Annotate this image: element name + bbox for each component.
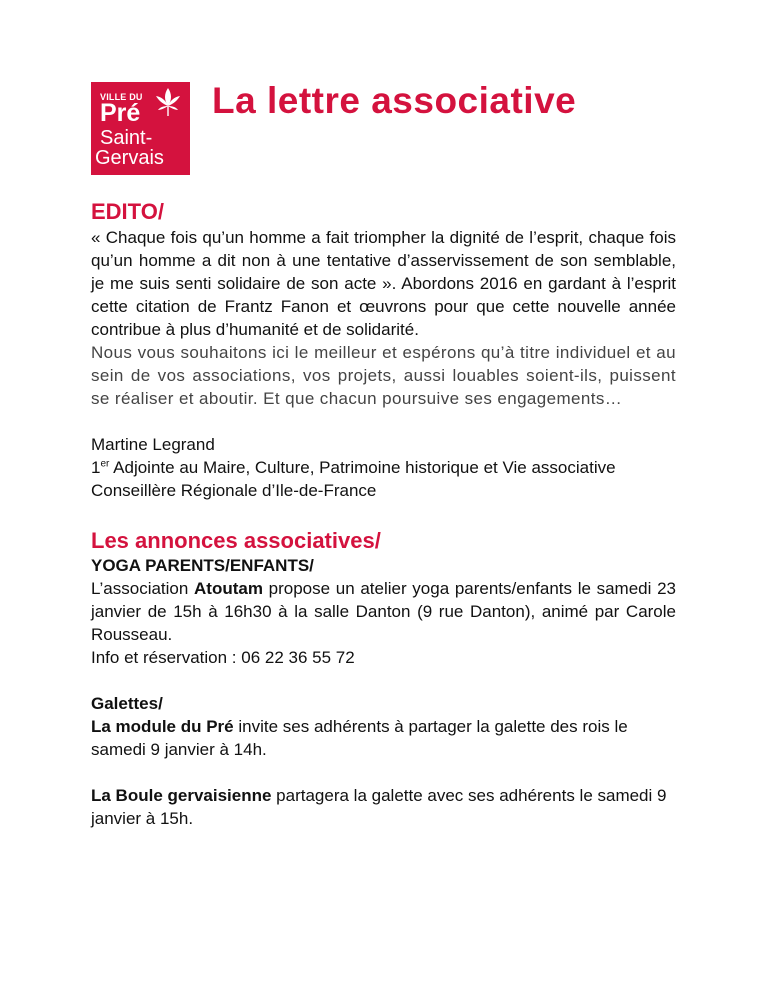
galettes-item-1-organization: La module du Pré: [91, 717, 234, 736]
edito-heading: EDITO/: [91, 199, 164, 224]
yoga-info: Info et réservation : 06 22 36 55 72: [91, 648, 355, 667]
signature-name: Martine Legrand: [91, 435, 215, 454]
edito-paragraph-1: « Chaque fois qu’un homme a fait triompher la dignité de l’esprit, chaque fois qu’un homme a dit non à une tentative d’asservissement de son semblable, je me suis senti solidaire de son acte ». Abordons 2016 en gardant à l’esprit cette citation de Frantz Fanon et œuvrons pour que cette nouvelle année contribue à plus d’humanité et de solidarité.: [91, 228, 676, 339]
yoga-organization: Atoutam: [194, 579, 263, 598]
logo-line-2: Pré: [100, 99, 141, 127]
yoga-heading: YOGA PARENTS/ENFANTS/: [91, 556, 314, 575]
leaf-icon: [151, 86, 185, 120]
spacer: [91, 669, 676, 692]
signature-role-2: Conseillère Régionale d’Ile-de-France: [91, 481, 377, 500]
annonces-heading: Les annonces associatives/: [91, 528, 381, 553]
galettes-heading: Galettes/: [91, 694, 163, 713]
signature-role: [91, 456, 676, 479]
signature-role-number: 1: [91, 458, 101, 477]
logo-line-1: VILLE DU: [100, 92, 143, 102]
spacer: [91, 410, 676, 433]
logo-line-4: Gervais: [95, 147, 164, 169]
signature-role-superscript: er: [100, 458, 110, 470]
main-content: [91, 198, 676, 830]
galettes-item-1-text: invite ses adhérents à partager la galette des rois le samedi 9 janvier à 14h.: [91, 717, 628, 759]
galettes-item-2-text: partagera la galette avec ses adhérents le samedi 9 janvier à 15h.: [91, 786, 667, 828]
edito-paragraph-2: Nous vous souhaitons ici le meilleur et espérons qu’à titre individuel et au sein de vos associations, vos projets, aussi louables soient-ils, puissent se réaliser et aboutir. Et que chacun poursuive ses engagements…: [91, 343, 676, 408]
yoga-text-post: propose un atelier yoga parents/enfants le samedi 23 janvier de 15h à 16h30 à la salle Danton (9 rue Danton), animé par Carole Rousseau.: [91, 579, 676, 644]
newsletter-title: La lettre associative: [212, 80, 577, 121]
signature-role-text: Adjointe au Maire, Culture, Patrimoine historique et Vie associative: [109, 458, 616, 477]
galettes-item-2: [91, 784, 676, 830]
galettes-item-1: [91, 715, 676, 761]
city-logo: [91, 82, 190, 175]
logo-line-3: Saint-: [100, 127, 153, 149]
yoga-paragraph: [91, 577, 676, 646]
spacer: [91, 761, 676, 784]
galettes-item-2-organization: La Boule gervaisienne: [91, 786, 272, 805]
yoga-text-pre: L’association: [91, 579, 195, 598]
